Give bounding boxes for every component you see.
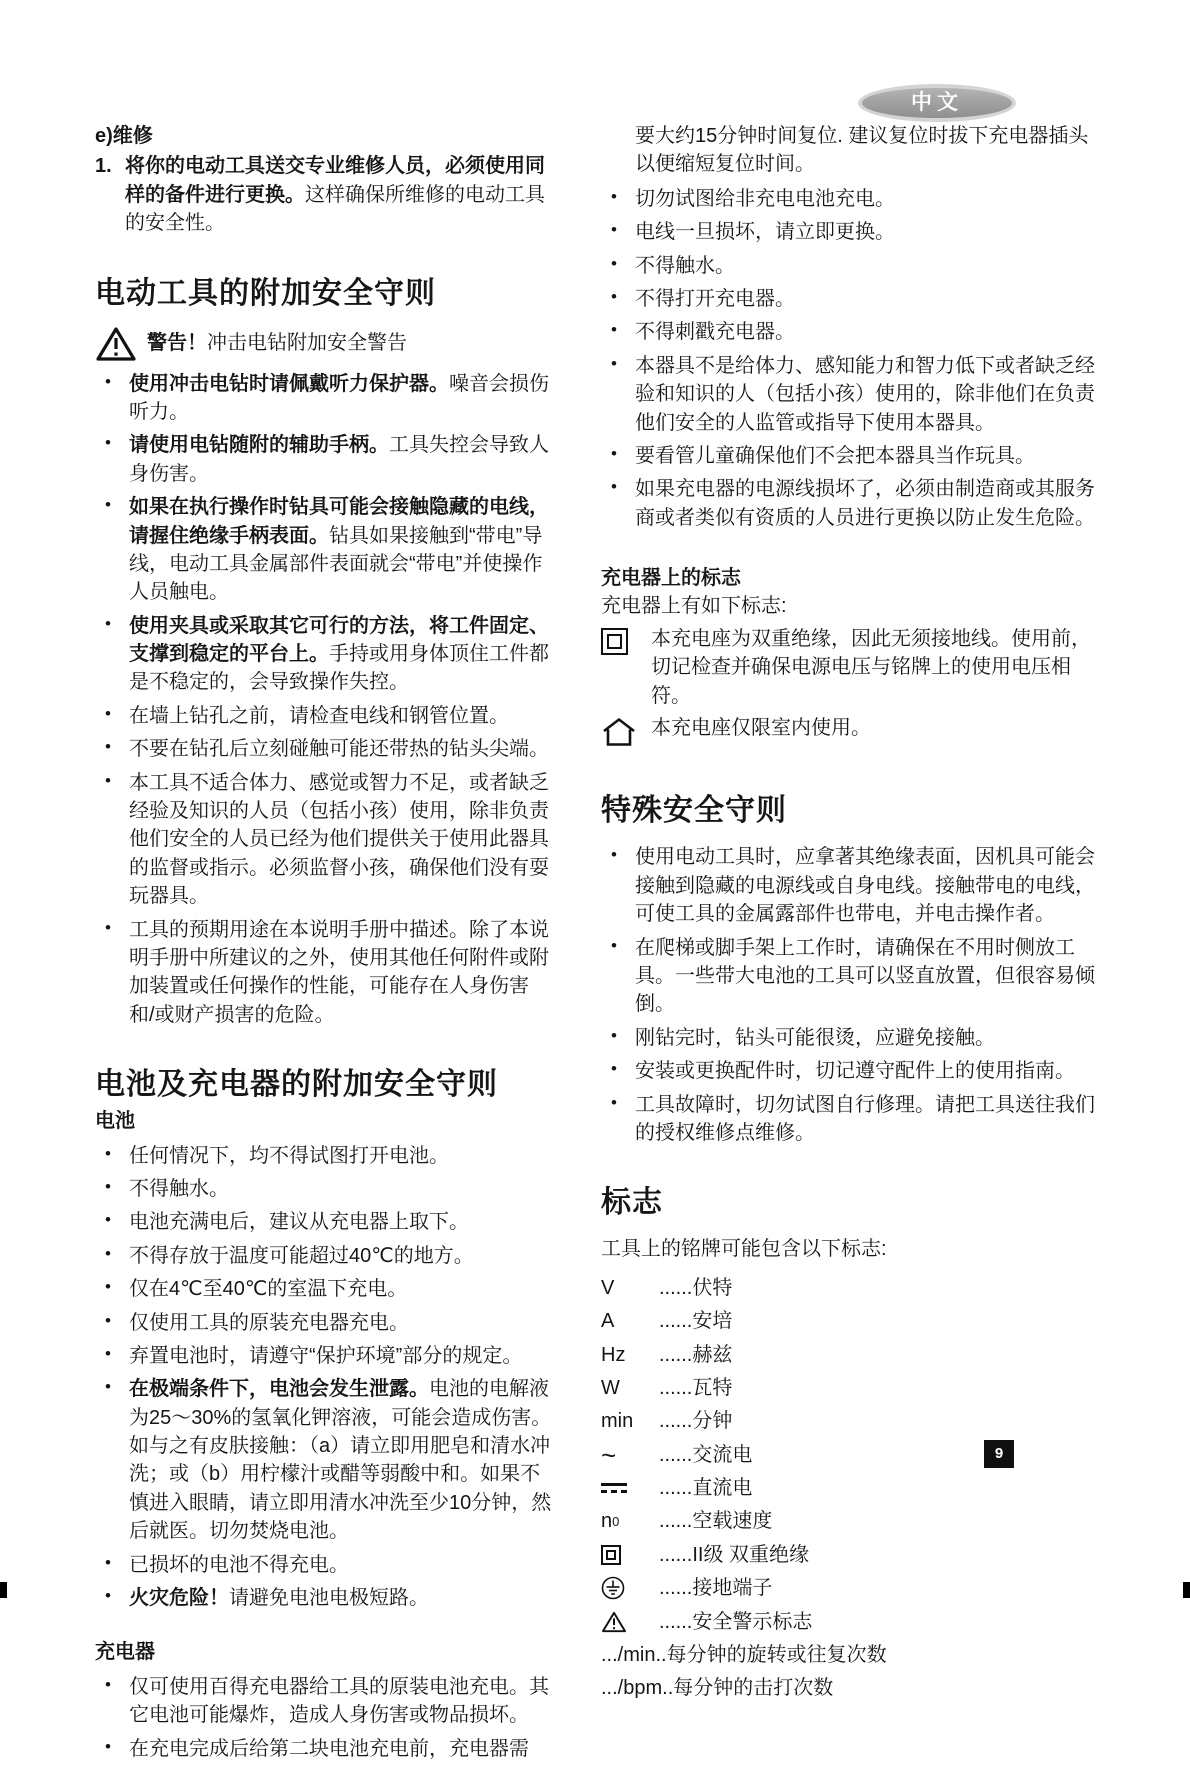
symbol-ampere: A [601,1310,615,1333]
list-item: • 不得打开充电器。 [601,285,1107,313]
symbol-volt: V [601,1276,615,1299]
symbol-label: ......赫兹 [659,1343,733,1366]
list-item: • 不得触水。 [95,1175,553,1203]
list-item: • 不得刺戳充电器。 [601,318,1107,346]
charger-safety-list-continued [601,185,1107,532]
battery-safety-list [95,1142,553,1613]
list-item: • 如果充电器的电源线损坏了，必须由制造商或其服务商或者类似有资质的人员进行更换以防止发生危险。 [601,475,1107,532]
repair-heading: e)维修 [95,125,153,147]
symbol-row [601,1608,1107,1636]
symbol-row [601,1674,1107,1702]
charger-overflow-text: 要大约15分钟时间复位. 建议复位时拔下充电器插头以便缩短复位时间。 [635,125,1089,176]
charger-safety-list [95,1673,553,1763]
list-item: • 弃置电池时，请遵守“保护环境”部分的规定。 [95,1342,553,1370]
battery-heading: 电池 [95,1110,135,1133]
special-safety-list [601,843,1107,1147]
list-item: • 已损坏的电池不得充电。 [95,1551,553,1579]
charger-marks-heading: 充电器上的标志 [601,567,741,590]
indoor-use-text: 本充电座仅限室内使用。 [651,717,871,740]
power-tool-safety-title: 电动工具的附加安全守则 [95,276,436,310]
item-number: 1. [95,155,112,178]
double-insulation-icon [601,1545,621,1565]
symbol-row [601,1407,1107,1435]
symbol-label: ......分钟 [659,1410,733,1433]
list-item: • 刚钻完时，钻头可能很烫，应避免接触。 [601,1024,1107,1052]
symbol-label: ......II级 双重绝缘 [659,1543,810,1566]
symbol-row [601,1441,1107,1469]
list-item: • 仅使用工具的原装充电器充电。 [95,1309,553,1337]
symbol-row [601,1641,1107,1669]
symbol-row [601,1574,1107,1602]
symbol-minute: min [601,1410,634,1433]
indoor-use-house-icon [601,717,637,747]
double-insulation-mark [601,625,1107,710]
symbol-row [601,1474,1107,1502]
list-item: • 电线一旦损坏，请立即更换。 [601,218,1107,246]
page-number: 9 [984,1440,1014,1468]
list-item: • 请使用电钻随附的辅助手柄。工具失控会导致人身伤害。 [95,431,553,488]
list-item: • 如果在执行操作时钻具可能会接触隐藏的电线，请握住绝缘手柄表面。钻具如果接触到“带电”导线，电动工具金属部件表面就会“带电”并使操作人员触电。 [95,493,553,607]
list-item: • 使用冲击电钻时请佩戴听力保护器。噪音会损伤听力。 [95,370,553,427]
list-item: • 工具的预期用途在本说明手册中描述。除了本说明手册中所建议的之外，使用其他任何附件或附加装置或任何操作的性能，可能存在人身伤害和/或财产损害的危险。 [95,916,553,1030]
symbol-label: ......交流电 [659,1443,753,1466]
symbol-label: ......安全警示标志 [659,1610,813,1633]
special-safety-title: 特殊安全守则 [601,794,787,828]
list-item: • 工具故障时，切勿试图自行修理。请把工具送往我们的授权维修点维修。 [601,1091,1107,1148]
symbols-table [601,1274,1107,1703]
earth-terminal-icon [601,1576,625,1600]
indoor-use-mark [601,714,1107,755]
list-item: • 本工具不适合体力、感觉或智力不足，或者缺乏经验及知识的人员（包括小孩）使用，除非负责他们安全的人员已经为他们提供关于使用此器具的监督或指示。必须监督小孩，确保他们没有耍玩器具。 [95,769,553,911]
list-item: • 要看管儿童确保他们不会把本器具当作玩具。 [601,442,1107,470]
symbol-row [601,1374,1107,1402]
list-item: • 火灾危险！请避免电池电极短路。 [95,1584,553,1612]
list-item: • 在爬梯或脚手架上工作时，请确保在不用时侧放工具。一些带大电池的工具可以竖直放置，但很容易倾倒。 [601,934,1107,1019]
warning-triangle-icon [601,1611,627,1633]
charger-heading: 充电器 [95,1641,155,1664]
list-item: • 使用夹具或采取其它可行的方法，将工件固定、支撑到稳定的平台上。手持或用身体顶住工件都是不稳定的，会导致操作失控。 [95,612,553,697]
symbol-row [601,1307,1107,1335]
list-item: • 安装或更换配件时，切记遵守配件上的使用指南。 [601,1057,1107,1085]
battery-charger-safety-title: 电池及充电器的附加安全守则 [95,1068,498,1102]
list-item: • 不得触水。 [601,252,1107,280]
list-item: • 在墙上钻孔之前，请检查电线和钢管位置。 [95,702,553,730]
list-item: • 使用电动工具时，应拿著其绝缘表面，因机具可能会接触到隐藏的电源线或自身电线。接触带电的电线，可使工具的金属露部件也带电，并电击操作者。 [601,843,1107,928]
charger-marks-intro: 充电器上有如下标志: [601,595,787,618]
two-column-layout [95,122,1107,1768]
symbol-label: ......接地端子 [659,1577,773,1600]
list-item: • 在充电完成后给第二块电池充电前，充电器需 [95,1735,553,1763]
list-item: • 本器具不是给体力、感知能力和智力低下或者缺乏经验和知识的人（包括小孩）使用的，除非他们在负责他们安全的人监管或指导下使用本器具。 [601,352,1107,437]
dc-current-icon [601,1481,627,1495]
symbol-rpm: .../min.. [601,1644,667,1667]
symbol-bpm: .../bpm.. [601,1677,674,1700]
power-tool-safety-list [95,370,553,1030]
list-item: • 仅在4℃至40℃的室温下充电。 [95,1275,553,1303]
print-registration-mark [0,1582,7,1598]
symbol-no-load-speed: n 0 [601,1510,620,1533]
symbol-label: ......空载速度 [659,1510,773,1533]
double-insulation-icon [601,628,628,655]
list-item: • 电池充满电后，建议从充电器上取下。 [95,1208,553,1236]
warning-triangle-icon [95,326,137,362]
language-badge: 中文 [858,84,1016,122]
symbol-row [601,1507,1107,1535]
list-item: • 仅可使用百得充电器给工具的原装电池充电。其它电池可能爆炸，造成人身伤害或物品损坏。 [95,1673,553,1730]
symbol-label: ......伏特 [659,1276,733,1299]
symbol-watt: W [601,1376,620,1399]
symbol-label: ......瓦特 [659,1376,733,1399]
repair-numbered-item [95,152,553,237]
list-item: • 任何情况下，均不得试图打开电池。 [95,1142,553,1170]
symbol-label: ......直流电 [659,1477,753,1500]
print-registration-mark [1183,1582,1190,1598]
symbol-row [601,1341,1107,1369]
ac-current-icon: ~ [601,1439,617,1470]
list-item: • 在极端条件下，电池会发生泄露。电池的电解液为25～30%的氢氧化钾溶液，可能会造成伤害。如与之有皮肤接触：（a）请立即用肥皂和清水冲洗；或（b）用柠檬汁或醋等弱酸中和。如果不慎进入眼睛，请立即用清水冲洗至少10分钟，然后就医。切勿焚烧电池。 [95,1375,553,1545]
warning-text: 警告！冲击电钻附加安全警告 [147,332,407,355]
warning-row [95,326,553,362]
list-item: • 不要在钻孔后立刻碰触可能还带热的钻头尖端。 [95,735,553,763]
symbols-title: 标志 [601,1186,663,1220]
symbol-row [601,1541,1107,1569]
list-item: • 不得存放于温度可能超过40℃的地方。 [95,1242,553,1270]
repair-text: 将你的电动工具送交专业维修人员，必须使用同样的备件进行更换。这样确保所维修的电动工具的安全性。 [125,155,545,235]
symbol-row [601,1274,1107,1302]
symbol-label: ......安培 [659,1310,733,1333]
list-item: • 切勿试图给非充电电池充电。 [601,185,1107,213]
symbol-label: 每分钟的旋转或往复次数 [666,1644,887,1667]
left-column [95,122,553,1768]
symbols-intro: 工具上的铭牌可能包含以下标志: [601,1238,887,1261]
double-insulation-text: 本充电座为双重绝缘，因此无须接地线。使用前，切记检查并确保电源电压与铭牌上的使用电压相符。 [651,627,1091,707]
symbol-label: 每分钟的击打次数 [673,1677,834,1700]
symbol-hertz: Hz [601,1343,626,1366]
right-column [601,122,1107,1768]
